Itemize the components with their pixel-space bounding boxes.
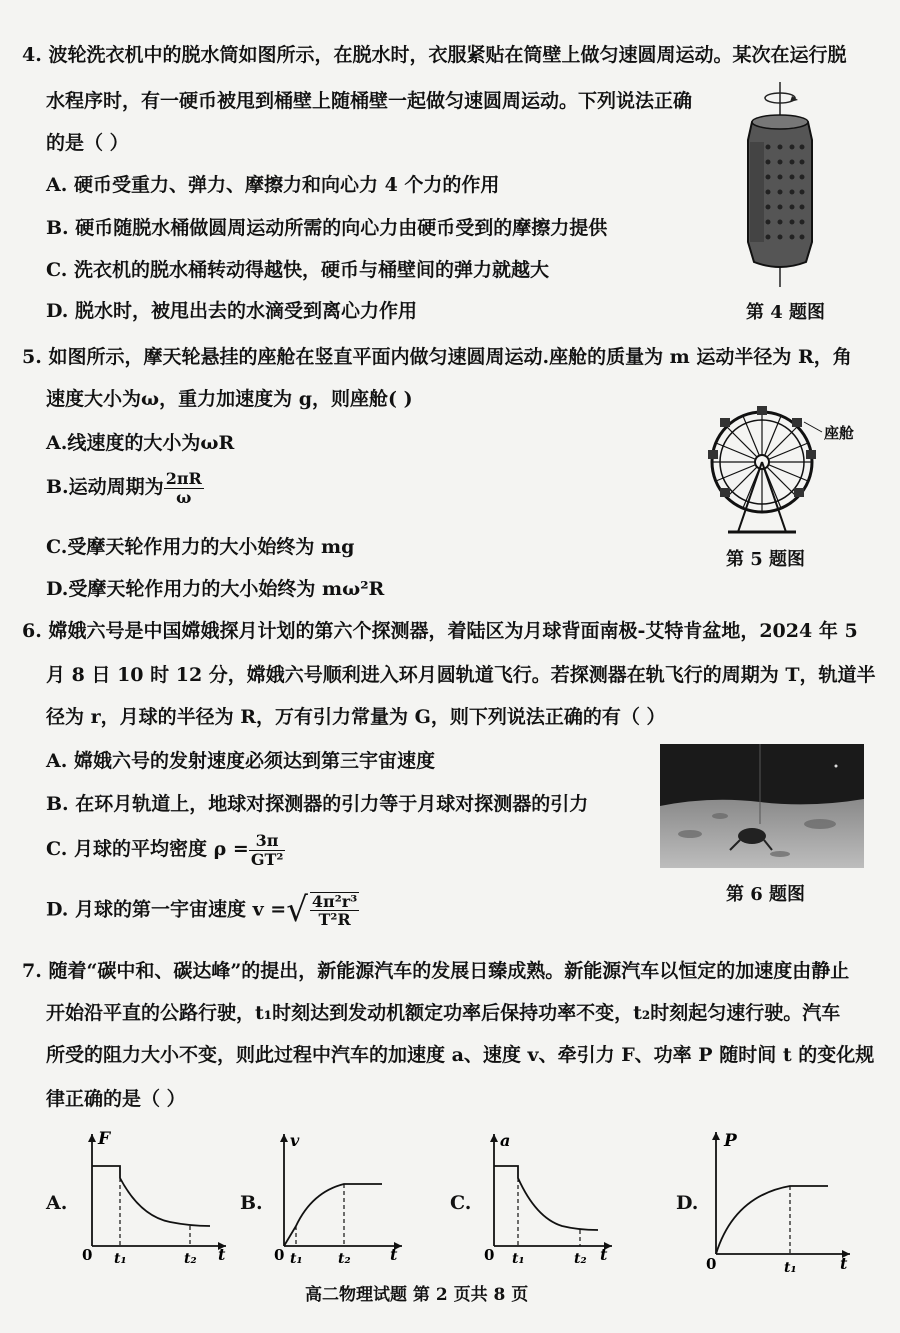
q6-figure-caption: 第 6 题图 <box>726 884 806 905</box>
q6-option-c-text: C. 月球的平均密度 ρ = <box>46 838 249 861</box>
q7-stem-line2: 开始沿平直的公路行驶，t₁时刻达到发动机额定功率后保持功率不变，t₂时刻起匀速行驶。汽车 <box>46 1002 841 1024</box>
q5-stem-line2: 速度大小为ω，重力加速度为 g，则座舱( ) <box>46 388 413 410</box>
axis-origin: 0 <box>706 1255 717 1273</box>
fraction-numerator: 3π <box>249 832 286 851</box>
axis-label-x: t <box>600 1245 608 1264</box>
q4-stem-line1: 4. 波轮洗衣机中的脱水筒如图所示，在脱水时，衣服紧贴在筒壁上做匀速圆周运动。某次在运行脱 <box>22 44 847 66</box>
q7-option-d-label: D. <box>676 1192 699 1214</box>
q6-option-b: B. 在环月轨道上，地球对探测器的引力等于月球对探测器的引力 <box>46 793 589 815</box>
tick-t1: t₁ <box>784 1260 797 1276</box>
q7-option-b-label: B. <box>240 1192 263 1214</box>
axis-label-x: t <box>840 1254 848 1273</box>
fraction-denominator: GT² <box>250 849 284 869</box>
q6-stem-line2: 月 8 日 10 时 12 分，嫦娥六号顺利进入环月圆轨道飞行。若探测器在轨飞行的周期为 T，轨道半 <box>46 664 876 686</box>
q6-option-c <box>46 832 285 868</box>
q4-figure-caption: 第 4 题图 <box>746 302 826 323</box>
tick-t2: t₂ <box>338 1251 351 1266</box>
axis-origin: 0 <box>484 1246 495 1264</box>
fraction-numerator: 2πR <box>165 469 202 488</box>
fraction-numerator: 4π²r³ <box>311 891 358 911</box>
q6-stem-line3: 径为 r，月球的半径为 R，万有引力常量为 G，则下列说法正确的有（ ） <box>46 706 666 728</box>
q5-stem-line1: 5. 如图所示，摩天轮悬挂的座舱在竖直平面内做匀速圆周运动.座舱的质量为 m 运动半径为 R，角 <box>22 346 852 368</box>
q4-option-a: A. 硬币受重力、弹力、摩擦力和向心力 4 个力的作用 <box>46 174 500 196</box>
q7-graph-b <box>272 1126 407 1266</box>
tick-t1: t₁ <box>290 1251 303 1266</box>
q5-period-fraction <box>164 470 204 506</box>
washer-drum-figure <box>730 82 830 292</box>
axis-label-x: t <box>218 1245 226 1264</box>
q5-figure-caption: 第 5 题图 <box>726 549 806 570</box>
tick-t2: t₂ <box>184 1251 197 1266</box>
q5-cabin-label: 座舱 <box>824 424 855 442</box>
q5-option-b-text: B.运动周期为 <box>46 476 164 499</box>
fraction-denominator: ω <box>176 487 192 507</box>
q7-graph-d <box>704 1126 854 1276</box>
q7-stem-line3: 所受的阻力大小不变，则此过程中汽车的加速度 a、速度 v、牵引力 F、功率 P 随时间 t 的变化规 <box>46 1044 875 1066</box>
lunar-surface-photo <box>660 744 864 868</box>
q7-stem-line1: 7. 随着“碳中和、碳达峰”的提出，新能源汽车的发展日臻成熟。新能源汽车以恒定的加速度由静止 <box>22 960 850 982</box>
q4-stem-line3: 的是（ ） <box>46 132 129 154</box>
q7-option-c-label: C. <box>450 1192 472 1214</box>
q5-option-a: A.线速度的大小为ωR <box>46 432 235 454</box>
q6-option-d-text: D. 月球的第一宇宙速度 v = <box>46 898 287 921</box>
tick-t1: t₁ <box>114 1251 127 1266</box>
axis-label-x: t <box>390 1245 398 1264</box>
q6-density-fraction <box>249 832 286 868</box>
tick-t1: t₁ <box>512 1251 525 1266</box>
axis-label-y: P <box>724 1131 737 1151</box>
q6-option-a: A. 嫦娥六号的发射速度必须达到第三宇宙速度 <box>46 750 435 772</box>
q7-graph-c <box>482 1126 617 1266</box>
q4-option-c: C. 洗衣机的脱水桶转动得越快，硬币与桶壁间的弹力就越大 <box>46 259 550 281</box>
axis-label-y: v <box>290 1131 300 1150</box>
ferris-wheel-figure <box>700 400 850 540</box>
q4-option-d: D. 脱水时，被甩出去的水滴受到离心力作用 <box>46 300 418 322</box>
q6-option-d <box>46 890 359 931</box>
q6-stem-line1: 6. 嫦娥六号是中国嫦娥探月计划的第六个探测器，着陆区为月球背面南极-艾特肯盆地，2024 年 5 <box>22 620 858 642</box>
sqrt-icon: √ <box>286 890 308 930</box>
q5-option-d: D.受摩天轮作用力的大小始终为 mω²R <box>46 578 385 600</box>
q5-option-b <box>46 470 204 506</box>
q5-option-c: C.受摩天轮作用力的大小始终为 mg <box>46 536 355 558</box>
q4-option-b: B. 硬币随脱水桶做圆周运动所需的向心力由硬币受到的摩擦力提供 <box>46 217 608 239</box>
q7-stem-line4: 律正确的是（ ） <box>46 1088 186 1110</box>
fraction-denominator: T²R <box>318 910 351 930</box>
q4-stem-line2: 水程序时，有一硬币被甩到桶壁上随桶壁一起做匀速圆周运动。下列说法正确 <box>46 90 693 112</box>
q7-graph-a <box>80 1126 230 1266</box>
axis-label-y: a <box>500 1131 511 1150</box>
q6-velocity-fraction <box>310 893 359 929</box>
axis-label-y: F <box>98 1129 111 1149</box>
tick-t2: t₂ <box>574 1251 587 1266</box>
axis-origin: 0 <box>274 1246 285 1264</box>
axis-origin: 0 <box>82 1246 93 1264</box>
page-footer: 高二物理试题 第 2 页共 8 页 <box>305 1285 529 1305</box>
q7-option-a-label: A. <box>46 1192 68 1214</box>
